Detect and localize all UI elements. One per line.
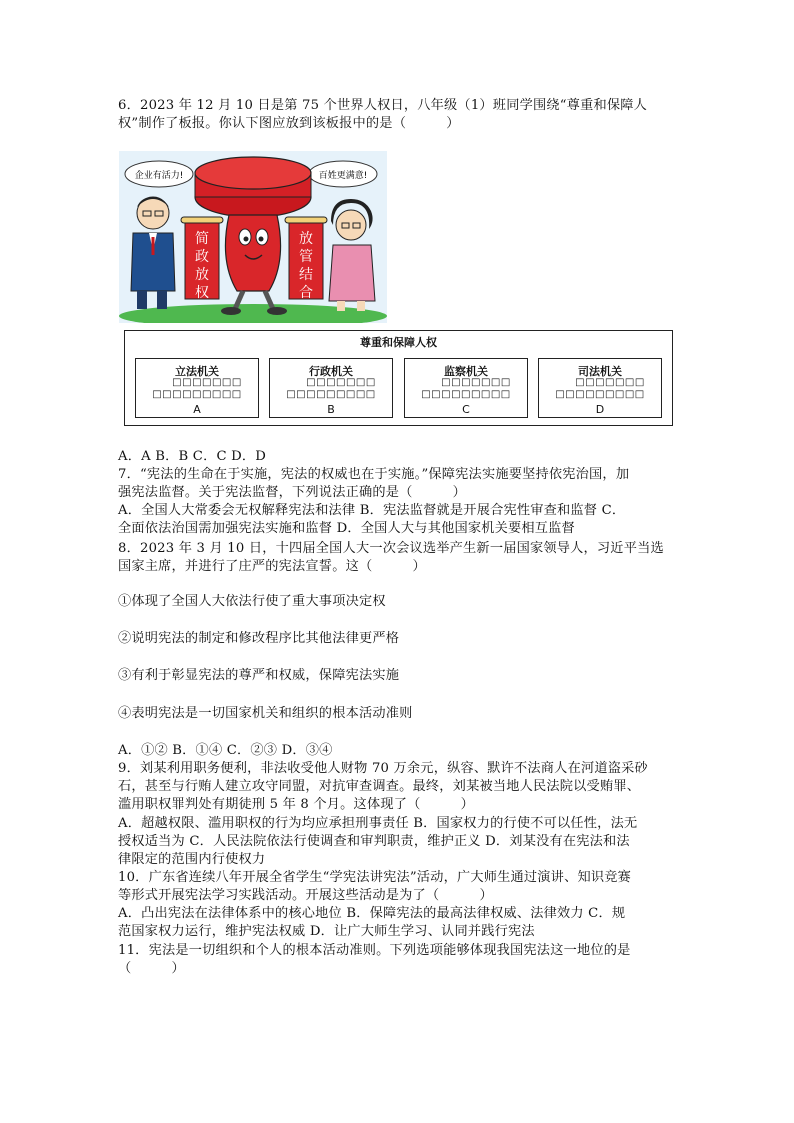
blackboard-diagram <box>124 330 673 426</box>
box-c-supervisory <box>404 358 528 418</box>
box-d-title: 司法机关 <box>578 365 622 378</box>
q8-item-3: ③有利于彰显宪法的尊严和权威，保障宪法实施 <box>118 668 400 683</box>
q11-line-2: （ ） <box>118 961 185 976</box>
box-b-title: 行政机关 <box>309 365 353 378</box>
box-b-row2: □□□□□□□□□ <box>286 389 376 400</box>
q10-line-4: 范国家权力运行，维护宪法权威 D．让广大师生学习、认同并践行宪法 <box>118 924 535 939</box>
banner-right-char-4: 合 <box>299 285 313 301</box>
q8-line-2: 国家主席，并进行了庄严的宪法宣誓。这（ ） <box>118 559 426 574</box>
box-b-letter: B <box>327 403 335 416</box>
q7-line-3: A．全国人大常委会无权解释宪法和法律 B．宪法监督就是开展合宪性审查和监督 C． <box>118 503 626 518</box>
box-c-letter: C <box>462 403 470 416</box>
box-b-administrative <box>269 358 393 418</box>
box-a-row1: □□□□□□□ <box>172 377 242 388</box>
q10-line-1: 10．广东省连续八年开展全省学生“学宪法讲宪法”活动，广大师生通过演讲、知识竞赛 <box>118 870 632 885</box>
banner-left-char-3: 放 <box>195 267 209 283</box>
box-d-judicial <box>538 358 662 418</box>
banner-left-char-4: 权 <box>195 285 209 301</box>
box-c-row2: □□□□□□□□□ <box>421 389 511 400</box>
q6-line-1: 6．2023 年 12 月 10 日是第 75 个世界人权日，八年级（1）班同学围绕“尊重和保障人 <box>118 98 648 113</box>
banner-left-char-1: 简 <box>195 231 209 247</box>
q9-line-3: 滥用职权罪判处有期徒刑 5 年 8 个月。这体现了（ ） <box>118 797 475 812</box>
q9-line-6: 律限定的范围内行使权力 <box>118 852 266 867</box>
q9-line-4: A．超越权限、滥用职权的行为均应承担刑事责任 B．国家权力的行使不可以任性，法无 <box>118 816 638 831</box>
cartoon-illustration <box>119 151 387 323</box>
bubble-left-text: 企业有活力! <box>134 171 184 181</box>
banner-right-char-1: 放 <box>299 231 313 247</box>
q7-line-1: 7．“宪法的生命在于实施，宪法的权威也在于实施。”保障宪法实施要坚持依宪治国，加 <box>118 467 630 482</box>
q11-line-1: 11．宪法是一切组织和个人的根本活动准则。下列选项能够体现我国宪法这一地位的是 <box>118 943 631 958</box>
banner-right-char-2: 管 <box>299 249 313 265</box>
box-d-row1: □□□□□□□ <box>575 377 645 388</box>
bubble-right-text: 百姓更满意! <box>318 171 368 181</box>
box-a-title: 立法机关 <box>175 365 219 378</box>
box-a-letter: A <box>193 403 201 416</box>
q8-item-2: ②说明宪法的制定和修改程序比其他法律更严格 <box>118 631 400 646</box>
q7-line-2: 强宪法监督。关于宪法监督，下列说法正确的是（ ） <box>118 485 467 500</box>
box-c-title: 监察机关 <box>444 365 488 378</box>
q8-line-1: 8．2023 年 3 月 10 日，十四届全国人大一次会议选举产生新一届国家领导人，习近平当选 <box>118 541 664 556</box>
q8-item-1: ①体现了全国人大依法行使了重大事项决定权 <box>118 594 386 609</box>
q8-options: A．①② B．①④ C．②③ D．③④ <box>118 743 333 758</box>
box-a-row2: □□□□□□□□□ <box>152 389 242 400</box>
q6-line-2: 权”制作了板报。你认下图应放到该板报中的是（ ） <box>118 116 460 131</box>
q9-line-1: 9．刘某利用职务便利，非法收受他人财物 70 万余元，纵容、默许不法商人在河道盗采砂 <box>118 761 648 776</box>
q8-item-4: ④表明宪法是一切国家机关和组织的根本活动准则 <box>118 706 413 721</box>
q7-line-4: 全面依法治国需加强宪法实施和监督 D．全国人大与其他国家机关要相互监督 <box>118 521 575 536</box>
box-c-row1: □□□□□□□ <box>441 377 511 388</box>
q9-line-2: 石，甚至与行贿人建立攻守同盟，对抗审查调查。最终，刘某被当地人民法院以受贿罪、 <box>118 779 641 794</box>
box-b-row1: □□□□□□□ <box>306 377 376 388</box>
q6-options: A．A B．B C．C D．D <box>118 449 267 464</box>
box-d-row2: □□□□□□□□□ <box>555 389 645 400</box>
q9-line-5: 授权适当为 C．人民法院依法行使调查和审判职责，维护正义 D．刘某没有在宪法和法 <box>118 834 630 849</box>
box-a-legislative <box>135 358 259 418</box>
q10-line-3: A．凸出宪法在法律体系中的核心地位 B．保障宪法的最高法律权威、法律效力 C．规 <box>118 906 626 921</box>
box-d-letter: D <box>595 403 605 416</box>
board-title: 尊重和保障人权 <box>360 336 437 349</box>
banner-right-char-3: 结 <box>299 267 313 283</box>
q10-line-2: 等形式开展宪法学习实践活动。开展这些活动是为了（ ） <box>118 888 493 903</box>
banner-left-char-2: 政 <box>195 249 209 265</box>
